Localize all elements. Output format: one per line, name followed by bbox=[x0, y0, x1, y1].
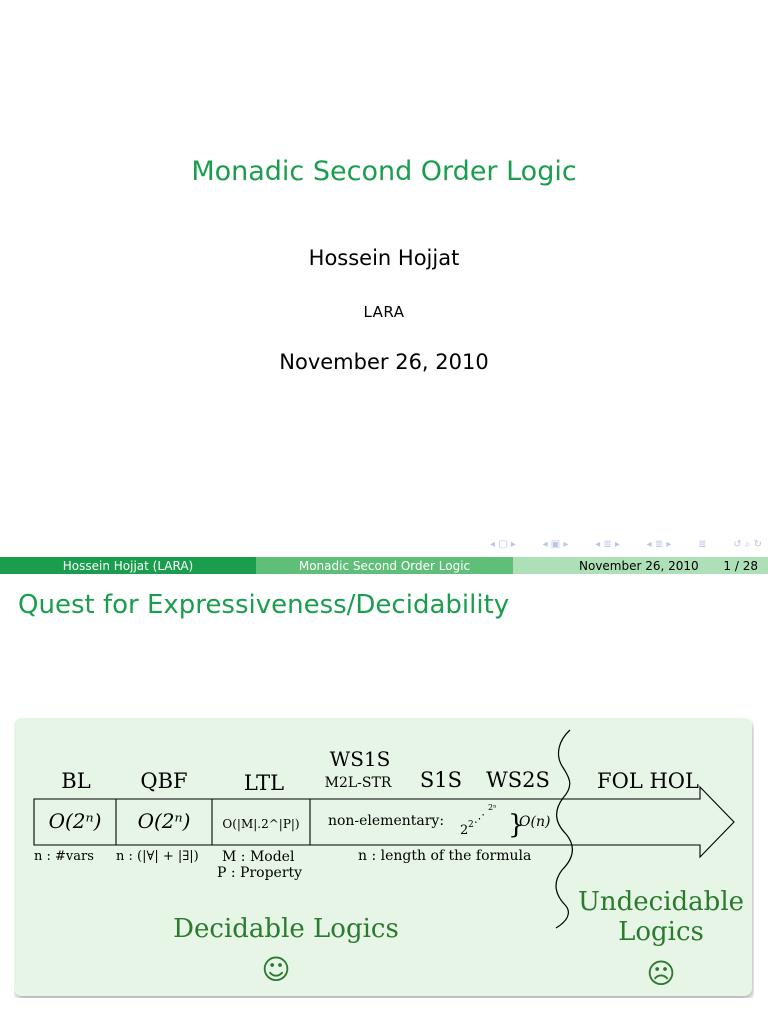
note-ltl-property: P : Property bbox=[217, 865, 303, 881]
decidability-diagram bbox=[14, 718, 754, 998]
nav-section-icon[interactable]: ◂ ≣ ▸ bbox=[646, 538, 672, 550]
nav-subsection-icon[interactable]: ◂ ≣ ▸ bbox=[595, 538, 620, 550]
note-formula-length: n : length of the formula bbox=[358, 848, 532, 864]
note-bl: n : #vars bbox=[34, 849, 94, 864]
tower-base: 2 bbox=[460, 823, 469, 838]
author-name: Hossein Hojjat bbox=[308, 246, 460, 270]
frame-title: Quest for Expressiveness/Decidability bbox=[18, 590, 510, 620]
footer-title: Monadic Second Order Logic bbox=[256, 557, 513, 574]
tower-bound: O(n) bbox=[519, 814, 551, 830]
tower-brace: } bbox=[508, 810, 525, 840]
complexity-ltl: O(|M|.2^|P|) bbox=[222, 817, 300, 831]
undecidable-label-line1: Undecidable bbox=[577, 887, 745, 917]
note-qbf: n : (|∀| + |∃|) bbox=[116, 849, 199, 864]
decidable-label: Decidable Logics bbox=[173, 914, 399, 944]
presentation-date: November 26, 2010 bbox=[279, 350, 489, 374]
nav-frame-icon[interactable]: ◂ ▣ ▸ bbox=[542, 538, 569, 550]
note-ltl-model: M : Model bbox=[222, 849, 295, 865]
footer-right bbox=[513, 557, 768, 574]
nav-toc-icon[interactable]: ≣ bbox=[698, 538, 707, 550]
logic-ws1s: WS1S bbox=[329, 747, 391, 771]
nav-prev-slide-icon[interactable]: ◂ ▢ ▸ bbox=[490, 538, 516, 550]
footer-author: Hossein Hojjat (LARA) bbox=[0, 557, 256, 574]
nav-search-icon[interactable]: ↺ ⌕ ↻ bbox=[733, 538, 762, 550]
logic-qbf: QBF bbox=[140, 769, 188, 793]
tower-dots: ⋰ bbox=[474, 812, 485, 825]
logic-ws2s: WS2S bbox=[486, 768, 550, 792]
tower-top: 2ⁿ bbox=[488, 803, 497, 812]
footer-date: November 26, 2010 bbox=[579, 558, 699, 573]
institute-name: LARA bbox=[363, 303, 405, 321]
logic-fol-hol: FOL HOL bbox=[597, 769, 699, 793]
complexity-nonelementary: non-elementary: bbox=[327, 813, 445, 829]
sad-face-icon: ☹ bbox=[646, 957, 676, 990]
undecidable-label-line2: Logics bbox=[618, 917, 704, 947]
logic-bl: BL bbox=[61, 769, 91, 793]
tower-second: 2 bbox=[468, 820, 474, 830]
complexity-qbf: O(2ⁿ) bbox=[137, 809, 191, 833]
happy-face-icon: ☺ bbox=[261, 953, 291, 986]
logic-m2l-str: M2L-STR bbox=[324, 775, 392, 791]
slide-title: Monadic Second Order Logic bbox=[191, 156, 577, 187]
navigation-bar bbox=[490, 536, 762, 552]
footer-bar bbox=[0, 557, 768, 574]
complexity-bl: O(2ⁿ) bbox=[48, 809, 102, 833]
logic-ltl: LTL bbox=[243, 771, 285, 795]
footer-page-number: 1 / 28 bbox=[723, 558, 758, 573]
logic-s1s: S1S bbox=[419, 768, 463, 792]
